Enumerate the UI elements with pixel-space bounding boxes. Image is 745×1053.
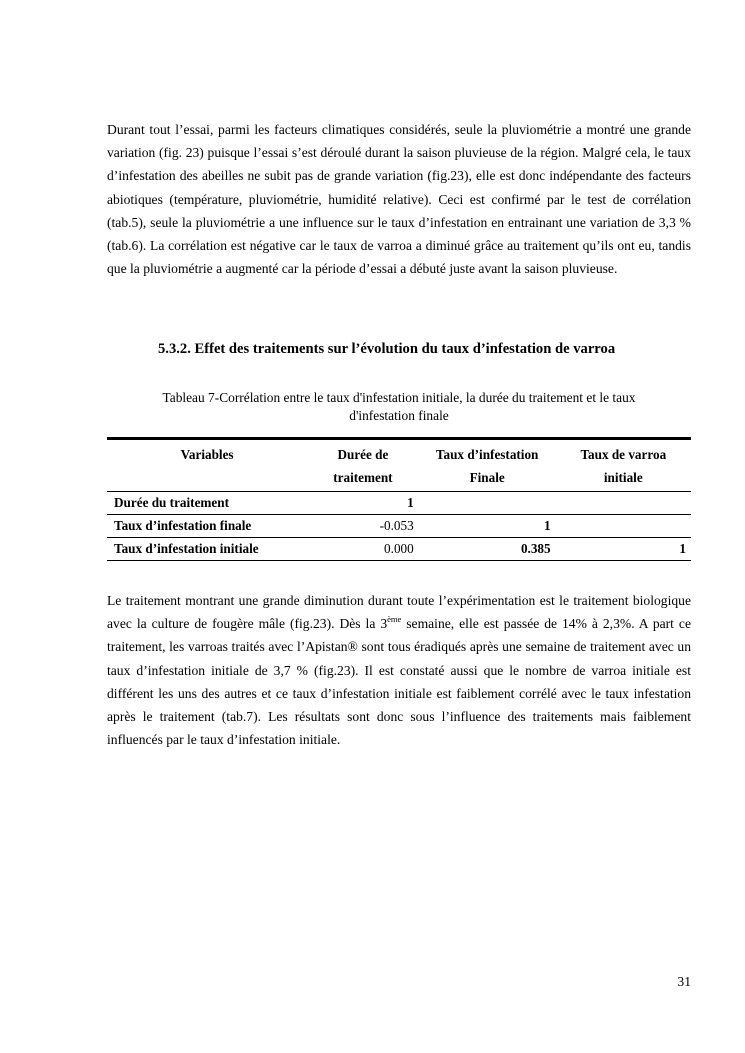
table-cell: 1 [307, 492, 419, 515]
header-variables: Variables [107, 439, 307, 492]
table-row [107, 538, 691, 561]
header-treatment-duration: Durée de traitement [307, 439, 419, 492]
table-caption [107, 389, 691, 425]
paragraph-climate-factors: Durant tout l’essai, parmi les facteurs climatiques considérés, seule la pluviométrie a montré une grande variation (fig. 23) puisque l’essai s’est déroulé durant la saison pluvieuse de la région. Malgré cela, le taux d’infestation des abeilles ne subit pas de grande variation (fig.23), elle est donc indépendante des facteurs abiotiques (température, pluviométrie, humidité relative). Ceci est confirmé par le test de corrélation (tab.5), seule la pluviométrie a une influence sur le taux d’infestation en entrainant une variation de 3,3 % (tab.6). La corrélation est négative car le taux de varroa a diminué grâce au traitement qu’ils ont eu, tandis que la pluviométrie a augmenté car la période d’essai a débuté juste avant la saison pluvieuse. [107, 122, 691, 277]
table-header-row [107, 439, 691, 492]
table-cell [419, 492, 556, 515]
table-cell: 1 [556, 538, 691, 561]
table-caption-line2: d'infestation finale [349, 408, 449, 423]
row-label: Taux d’infestation initiale [107, 538, 307, 561]
header-final-infestation: Taux d’infestation Finale [419, 439, 556, 492]
row-label: Taux d’infestation finale [107, 515, 307, 538]
correlation-table [107, 437, 691, 561]
table-cell [556, 515, 691, 538]
paragraph-text: semaine, elle est passée de 14% à 2,3%. A part ce traitement, les varroas traités avec l’Apistan® sont tous éradiqués après une semaine de traitement avec un taux d’infestation initiale de 3,7 % (fig.23). Il est constaté aussi que le nombre de varroa initiale est différent les uns des autres et ce taux d’infestation initiale est faiblement corrélé avec le taux infestation après le traitement (tab.7). Les résultats sont donc sous l’influence des traitements mais faiblement influencés par le taux d’infestation initiale. [107, 616, 691, 748]
row-label: Durée du traitement [107, 492, 307, 515]
table-cell: 1 [419, 515, 556, 538]
table-cell: 0.385 [419, 538, 556, 561]
header-initial-varroa: Taux de varroa initiale [556, 439, 691, 492]
table-row [107, 492, 691, 515]
page-number: 31 [677, 974, 691, 989]
table-cell: -0.053 [307, 515, 419, 538]
table-row [107, 515, 691, 538]
table-cell [556, 492, 691, 515]
section-heading: 5.3.2. Effet des traitements sur l’évolution du taux d’infestation de varroa [158, 341, 616, 357]
paragraph-text: Le traitement montrant une grande diminution durant toute l’expérimentation est le traitement biologique avec la culture de fougère mâle (fig.23). Dès la 3 [107, 593, 691, 632]
paragraph-treatment-effects [107, 589, 691, 751]
table-caption-line1: Tableau 7-Corrélation entre le taux d'infestation initiale, la durée du traitement et le taux [162, 390, 636, 405]
superscript: ème [387, 614, 402, 625]
table-cell: 0.000 [307, 538, 419, 561]
